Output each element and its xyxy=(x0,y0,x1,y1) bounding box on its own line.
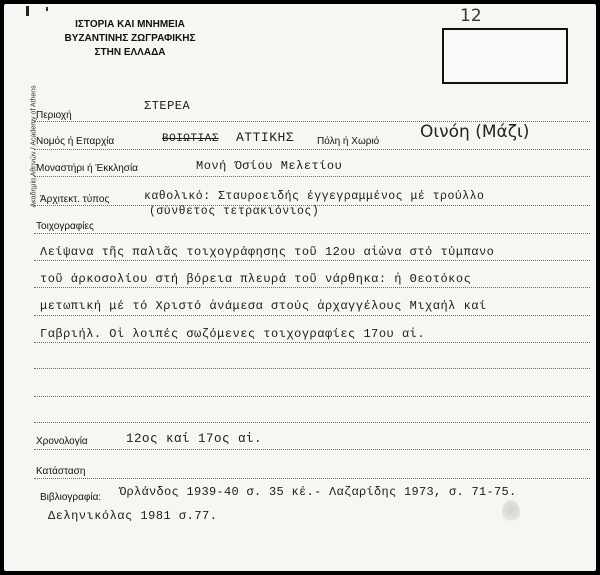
murals-label: Τοιχογραφίες xyxy=(36,221,94,232)
murals-line-2 xyxy=(34,287,590,288)
card-hole-mark xyxy=(26,6,29,16)
murals-text-4: Γαβριήλ. Οἱ λοιπές σωζόμενες τοιχογραφίες 17ου αἰ. xyxy=(40,327,426,341)
monastery-value: Μονή Όσίου Μελετίου xyxy=(196,159,343,173)
owl-watermark xyxy=(502,500,520,524)
region-label: Περιοχή xyxy=(36,110,72,121)
bibliography-line-1: Όρλάνδος 1939-40 σ. 35 κέ.- Λαζαρίδης 1973, σ. 71-75. xyxy=(119,485,517,499)
arch-type-value-2: (σύνθετος τετρακιόνιος) xyxy=(149,205,320,218)
card-header xyxy=(40,18,220,60)
header-line-3: ΣΤΗΝ ΕΛΛΑΔΑ xyxy=(94,47,166,58)
murals-line-6 xyxy=(34,396,590,397)
header-line-2: ΒΥΖΑΝΤΙΝΗΣ ΖΩΓΡΑΦΙΚΗΣ xyxy=(64,33,196,44)
murals-line-1 xyxy=(34,260,590,261)
murals-text-3: μετωπική μέ τό Χριστό ἀνάμεσα στούς ἀρχαγγέλους Μιχαήλ καί xyxy=(40,299,487,313)
murals-line-4 xyxy=(34,342,590,343)
monastery-label: Μοναστήρι ή Έκκλησία xyxy=(36,163,138,174)
chronology-value: 12ος καί 17ος αἰ. xyxy=(126,432,263,446)
card-number: 12 xyxy=(460,6,482,26)
reference-box xyxy=(442,28,568,84)
prefecture-value-crossed: ΒΟΙΩΤΙΑΣ xyxy=(162,133,219,145)
murals-text-1: Λείψανα τῆς παλιᾶς τοιχογράφησης τοῦ 12ου αἰώνα στό τύμπανο xyxy=(40,245,495,259)
murals-line-3 xyxy=(34,315,590,316)
header-line-1: ΙΣΤΟΡΙΑ ΚΑΙ ΜΝΗΜΕΙΑ xyxy=(75,19,185,30)
prefecture-line xyxy=(34,149,590,150)
condition-line xyxy=(34,478,590,479)
monastery-line xyxy=(34,176,590,177)
bibliography-label: Βιβλιογραφία: xyxy=(40,492,102,503)
murals-line-0 xyxy=(34,233,590,234)
village-value: Οινόη (Μάζι) xyxy=(420,122,530,142)
chronology-label: Χρονολογία xyxy=(36,436,88,447)
record-card xyxy=(4,4,596,571)
card-dot-mark xyxy=(46,7,48,11)
condition-label: Κατάσταση xyxy=(36,466,86,477)
murals-line-7 xyxy=(34,422,590,423)
village-label: Πόλη ή Χωριό xyxy=(317,136,380,147)
bibliography-line-2: Δεληνικόλας 1981 σ.77. xyxy=(48,509,218,523)
arch-type-value-1: καθολικό: Σταυροειδής έγγεγραμμένος μέ τρούλλο xyxy=(144,190,485,203)
prefecture-value: ΑΤΤΙΚΗΣ xyxy=(236,130,295,145)
murals-line-5 xyxy=(34,368,590,369)
arch-type-line xyxy=(34,205,590,206)
murals-text-2: τοῦ άρκοσολίου στή βόρεια πλευρά τοῦ νάρθηκα: ἡ Θεοτόκος xyxy=(40,272,472,286)
region-value: ΣΤΕΡΕΑ xyxy=(144,99,191,113)
institution-stamp: Ακαδημία Αθηνών / Academy of Athens xyxy=(30,85,38,208)
prefecture-label: Νομός ή Επαρχία xyxy=(36,136,115,147)
chronology-line xyxy=(34,449,590,450)
arch-type-label: Άρχιτεκτ. τύπος xyxy=(40,194,110,205)
